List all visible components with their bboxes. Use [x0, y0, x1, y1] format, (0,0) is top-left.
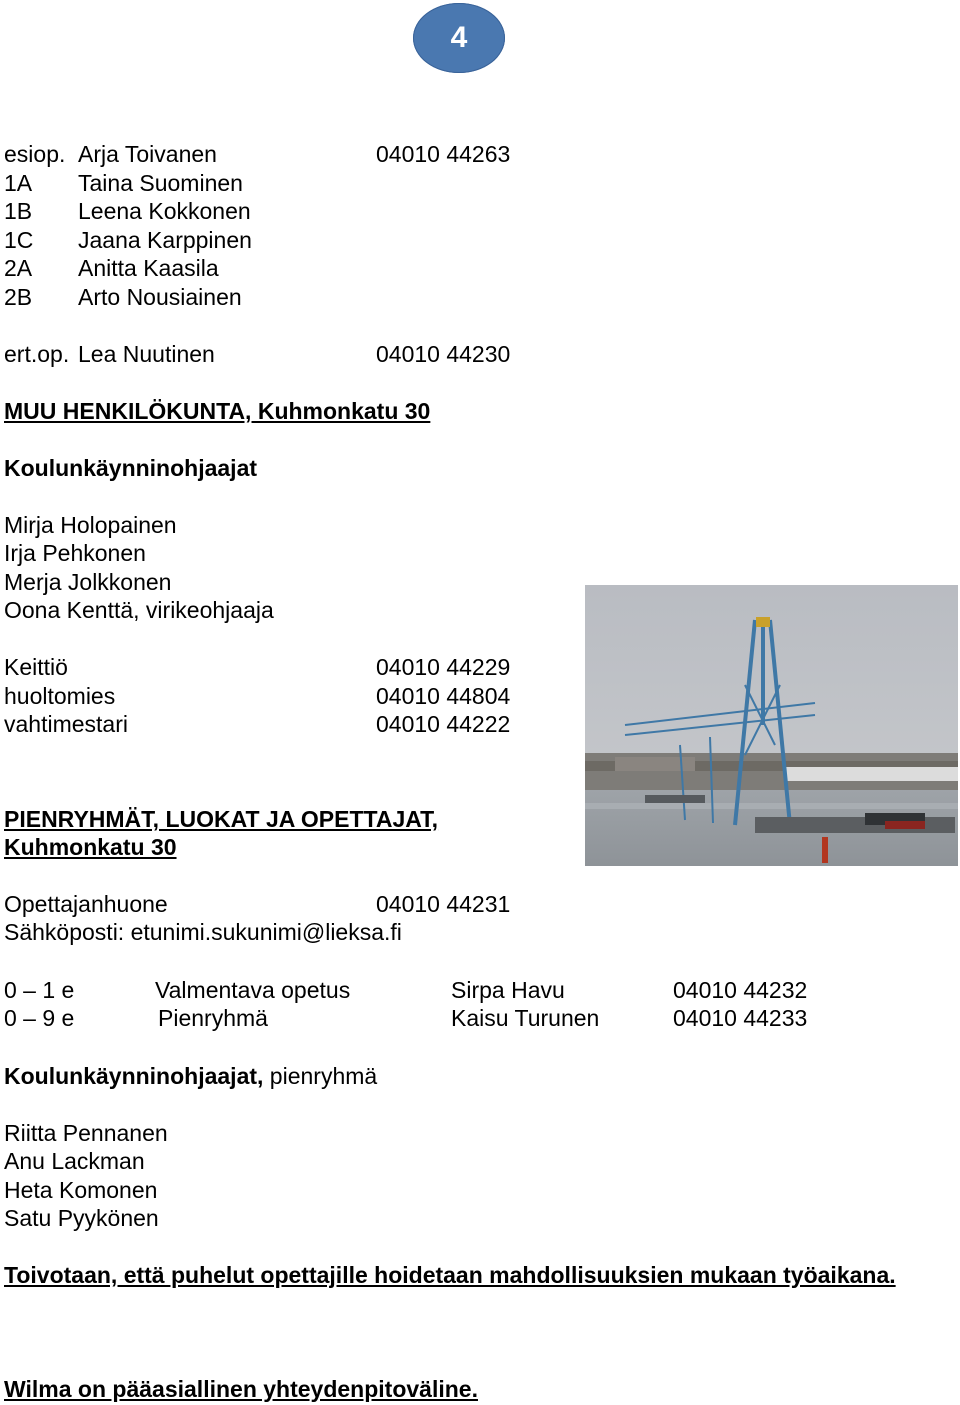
contact-label: Keittiö — [4, 654, 68, 680]
ertop-name: Lea Nuutinen — [78, 341, 215, 367]
group-teacher: Sirpa Havu — [451, 977, 565, 1003]
group-teacher: Kaisu Turunen — [451, 1005, 600, 1031]
harbour-crane-photo — [585, 585, 958, 866]
phone-call-notice: Toivotaan, että puhelut opettajille hoidetaan mahdollisuuksien mukaan työaikana. — [4, 1262, 896, 1288]
ohjaajat-heading: Koulunkäynninohjaajat — [4, 455, 258, 481]
group-name: Pienryhmä — [158, 1005, 268, 1031]
principal-phone: 04010 44263 — [376, 141, 511, 167]
contact-label: vahtimestari — [4, 711, 128, 737]
teacher-name: Taina Suominen — [78, 170, 243, 196]
teacher-name: Anitta Kaasila — [78, 255, 219, 281]
pien-ohjaaja-name: Riitta Pennanen — [4, 1120, 168, 1146]
pien-ohjaaja-name: Anu Lackman — [4, 1148, 145, 1174]
opettajanhuone-phone: 04010 44231 — [376, 891, 511, 917]
group-grades: 0 – 9 e — [4, 1005, 75, 1031]
pien-ohjaaja-name: Satu Pyykönen — [4, 1205, 159, 1231]
page-number-badge: 4 — [413, 3, 505, 73]
pien-ohjaajat-heading — [4, 1062, 377, 1090]
class-label: 1A — [4, 170, 33, 196]
group-grades: 0 – 1 e — [4, 977, 75, 1003]
email-line: Sähköposti: etunimi.sukunimi@lieksa.fi — [4, 919, 402, 945]
class-label: 1B — [4, 198, 33, 224]
contact-phone: 04010 44804 — [376, 683, 511, 709]
group-phone: 04010 44233 — [673, 1005, 808, 1031]
wilma-notice: Wilma on pääasiallinen yhteydenpitoväline. — [4, 1376, 478, 1402]
pien-ohjaajat-heading-bold: Koulunkäynninohjaajat, — [4, 1063, 264, 1089]
pien-ohjaajat-heading-rest: pienryhmä — [263, 1063, 378, 1089]
principal-role: esiop. — [4, 141, 66, 167]
ertop-role: ert.op. — [4, 341, 70, 367]
ohjaaja-name: Mirja Holopainen — [4, 512, 177, 538]
pien-ohjaaja-name: Heta Komonen — [4, 1177, 158, 1203]
contact-label: huoltomies — [4, 683, 116, 709]
ertop-phone: 04010 44230 — [376, 341, 511, 367]
muu-henkilokunta-heading: MUU HENKILÖKUNTA, Kuhmonkatu 30 — [4, 398, 431, 424]
pienryhmat-heading: PIENRYHMÄT, LUOKAT JA OPETTAJAT, — [4, 806, 439, 832]
pienryhmat-heading-address: Kuhmonkatu 30 — [4, 834, 177, 860]
ohjaaja-name: Irja Pehkonen — [4, 540, 146, 566]
group-name: Valmentava opetus — [155, 977, 351, 1003]
class-label: 1C — [4, 227, 34, 253]
class-label: 2A — [4, 255, 33, 281]
ohjaaja-name: Oona Kenttä, virikeohjaaja — [4, 597, 274, 623]
ohjaaja-name: Merja Jolkkonen — [4, 569, 172, 595]
class-label: 2B — [4, 284, 33, 310]
teacher-name: Leena Kokkonen — [78, 198, 251, 224]
contact-phone: 04010 44229 — [376, 654, 511, 680]
teacher-name: Jaana Karppinen — [78, 227, 252, 253]
teacher-name: Arto Nousiainen — [78, 284, 242, 310]
principal-name: Arja Toivanen — [78, 141, 217, 167]
group-phone: 04010 44232 — [673, 977, 808, 1003]
contact-phone: 04010 44222 — [376, 711, 511, 737]
opettajanhuone-label: Opettajanhuone — [4, 891, 168, 917]
